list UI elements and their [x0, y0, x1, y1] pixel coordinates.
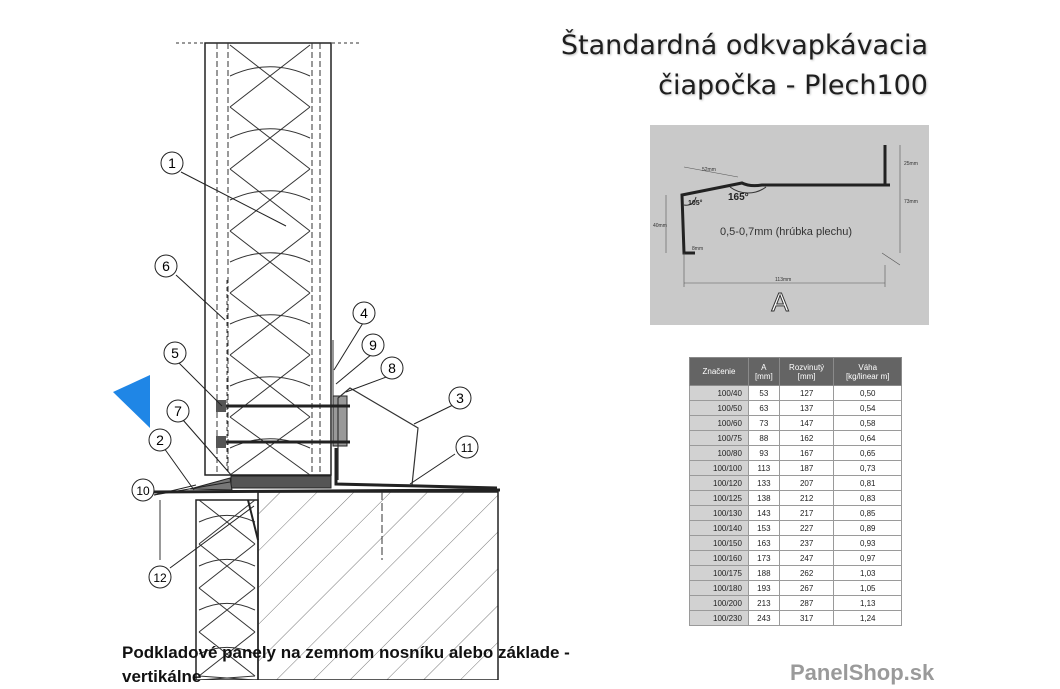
table-cell: 100/160 [690, 551, 749, 566]
svg-text:4: 4 [360, 305, 368, 321]
table-cell: 212 [779, 491, 834, 506]
table-row [690, 581, 902, 596]
svg-text:1: 1 [168, 155, 176, 171]
table-cell: 247 [779, 551, 834, 566]
table-cell: 0,83 [834, 491, 902, 506]
col-header-a: A [mm] [748, 358, 779, 386]
svg-text:A: A [771, 287, 789, 317]
callout-1 [161, 152, 183, 174]
table-cell: 127 [779, 386, 834, 401]
page-title-line1: Štandardná odkvapkávacia [560, 30, 928, 61]
callout-6 [155, 255, 177, 277]
table-cell: 153 [748, 521, 779, 536]
callout-8 [381, 357, 403, 379]
table-cell: 0,50 [834, 386, 902, 401]
table-row [690, 491, 902, 506]
table-row [690, 416, 902, 431]
table-row [690, 476, 902, 491]
callout-10 [132, 479, 154, 501]
table-cell: 162 [779, 431, 834, 446]
table-cell: 100/150 [690, 536, 749, 551]
table-cell: 100/140 [690, 521, 749, 536]
table-row [690, 566, 902, 581]
table-cell: 0,89 [834, 521, 902, 536]
table-cell: 0,73 [834, 461, 902, 476]
svg-text:6: 6 [162, 258, 170, 274]
table-cell: 138 [748, 491, 779, 506]
table-cell: 173 [748, 551, 779, 566]
table-cell: 73 [748, 416, 779, 431]
table-cell: 100/100 [690, 461, 749, 476]
table-cell: 100/60 [690, 416, 749, 431]
table-cell: 1,13 [834, 596, 902, 611]
svg-text:10: 10 [136, 484, 150, 498]
svg-text:52mm: 52mm [702, 167, 716, 173]
caption: Podkladové panely na zemnom nosníku alebo základe - vertikálne [122, 643, 570, 686]
table-cell: 100/230 [690, 611, 749, 626]
table-cell: 147 [779, 416, 834, 431]
table-row [690, 611, 902, 626]
table-cell: 287 [779, 596, 834, 611]
table-cell: 133 [748, 476, 779, 491]
col-header-weight: Váha [kg/linear m] [834, 358, 902, 386]
table-row [690, 431, 902, 446]
table-cell: 213 [748, 596, 779, 611]
callout-2 [149, 429, 171, 451]
svg-text:113mm: 113mm [775, 277, 792, 283]
callout-3 [449, 387, 471, 409]
table-row [690, 386, 902, 401]
svg-text:8mm: 8mm [692, 246, 704, 252]
table-cell: 207 [779, 476, 834, 491]
table-cell: 0,64 [834, 431, 902, 446]
table-cell: 100/75 [690, 431, 749, 446]
table-cell: 100/50 [690, 401, 749, 416]
svg-text:3: 3 [456, 390, 464, 406]
table-cell: 0,65 [834, 446, 902, 461]
table-cell: 100/80 [690, 446, 749, 461]
table-cell: 187 [779, 461, 834, 476]
table-row [690, 506, 902, 521]
svg-text:11: 11 [460, 441, 474, 455]
table-header-row [690, 358, 902, 386]
page-title-line2: čiapočka - Plech100 [658, 70, 928, 101]
svg-text:25mm: 25mm [904, 161, 918, 167]
table-cell: 53 [748, 386, 779, 401]
col-header-code: Značenie [690, 358, 749, 386]
table-cell: 188 [748, 566, 779, 581]
svg-text:2: 2 [156, 432, 164, 448]
table-row [690, 461, 902, 476]
table-row [690, 521, 902, 536]
svg-text:40mm: 40mm [653, 223, 667, 229]
table-cell: 1,05 [834, 581, 902, 596]
table-cell: 193 [748, 581, 779, 596]
svg-text:0,5-0,7mm (hrúbka plechu): 0,5-0,7mm (hrúbka plechu) [720, 226, 853, 238]
table-row [690, 446, 902, 461]
svg-text:5: 5 [171, 345, 179, 361]
table-cell: 100/40 [690, 386, 749, 401]
table-cell: 100/130 [690, 506, 749, 521]
svg-text:12: 12 [153, 571, 167, 585]
table-cell: 100/120 [690, 476, 749, 491]
table-cell: 100/175 [690, 566, 749, 581]
table-cell: 267 [779, 581, 834, 596]
table-cell: 227 [779, 521, 834, 536]
table-cell: 63 [748, 401, 779, 416]
callout-5 [164, 342, 186, 364]
spec-table [689, 357, 902, 626]
svg-text:9: 9 [369, 337, 377, 353]
table-cell: 163 [748, 536, 779, 551]
table-cell: 243 [748, 611, 779, 626]
table-cell: 137 [779, 401, 834, 416]
table-cell: 0,93 [834, 536, 902, 551]
table-cell: 0,58 [834, 416, 902, 431]
table-cell: 1,03 [834, 566, 902, 581]
profile-diagram [650, 125, 929, 325]
table-cell: 100/180 [690, 581, 749, 596]
table-cell: 0,54 [834, 401, 902, 416]
table-cell: 0,81 [834, 476, 902, 491]
table-cell: 100/200 [690, 596, 749, 611]
callout-9 [362, 334, 384, 356]
svg-text:165°: 165° [728, 192, 749, 203]
table-cell: 167 [779, 446, 834, 461]
table-row [690, 596, 902, 611]
table-cell: 0,85 [834, 506, 902, 521]
table-cell: 0,97 [834, 551, 902, 566]
svg-text:8: 8 [388, 360, 396, 376]
callout-4 [353, 302, 375, 324]
table-cell: 88 [748, 431, 779, 446]
svg-text:73mm: 73mm [904, 199, 918, 205]
table-cell: 237 [779, 536, 834, 551]
table-cell: 217 [779, 506, 834, 521]
svg-text:105°: 105° [688, 200, 703, 207]
callout-12 [149, 566, 171, 588]
table-cell: 1,24 [834, 611, 902, 626]
table-row [690, 536, 902, 551]
callout-11 [456, 436, 478, 458]
callout-7 [167, 400, 189, 422]
table-cell: 93 [748, 446, 779, 461]
brand-logo: PanelShop.sk [790, 660, 935, 685]
table-cell: 100/125 [690, 491, 749, 506]
table-cell: 143 [748, 506, 779, 521]
table-cell: 317 [779, 611, 834, 626]
table-row [690, 551, 902, 566]
table-cell: 262 [779, 566, 834, 581]
table-row [690, 401, 902, 416]
table-cell: 113 [748, 461, 779, 476]
col-header-developed: Rozvinutý [mm] [779, 358, 834, 386]
pointer-arrow-icon [113, 375, 150, 428]
svg-text:7: 7 [174, 403, 182, 419]
